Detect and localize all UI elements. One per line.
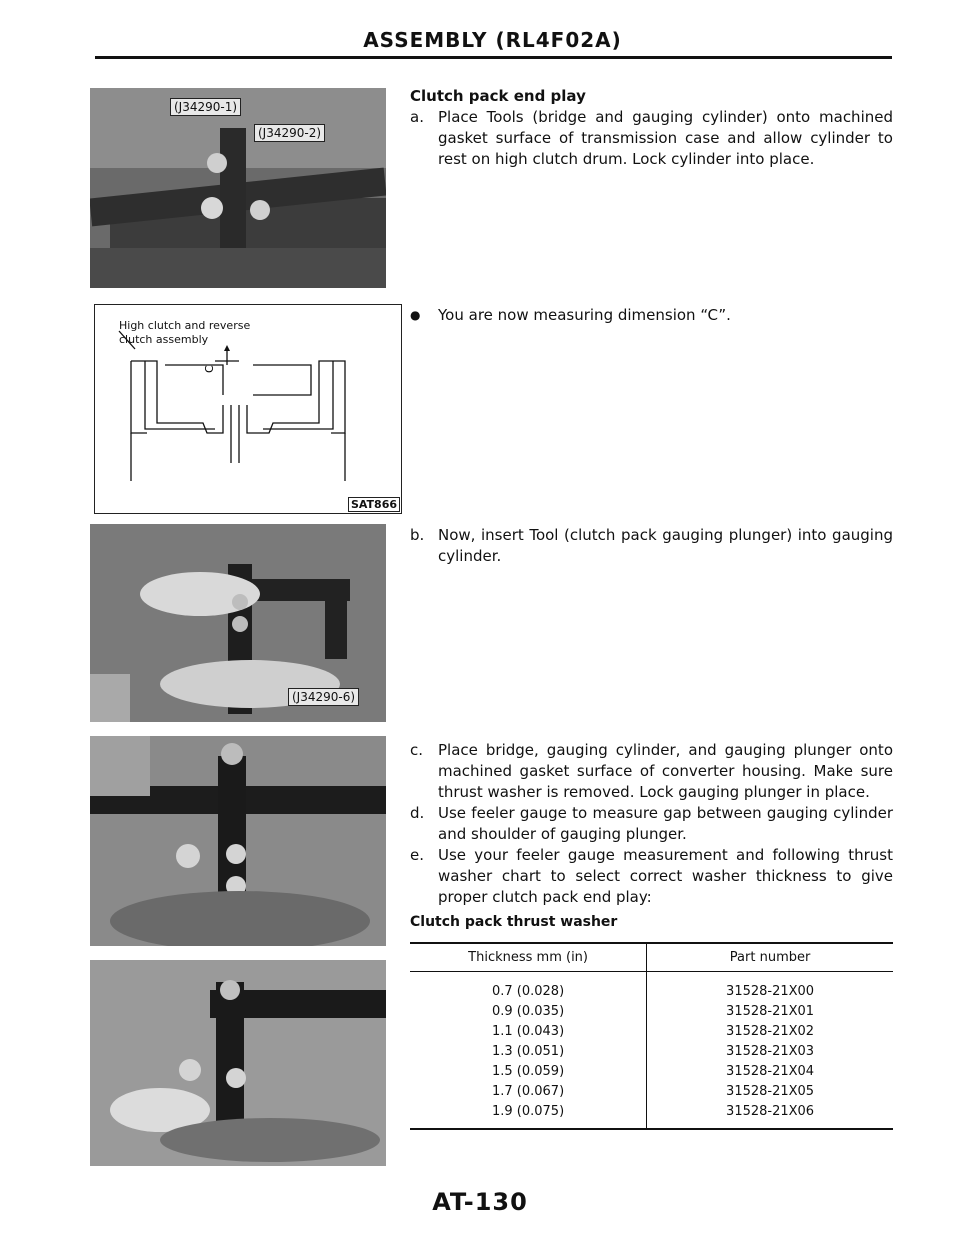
washer-table	[410, 944, 893, 1128]
diagram-label-line1: High clutch and reverse	[119, 319, 251, 332]
cell-part: 31528-21X06	[726, 1104, 815, 1119]
table-row	[410, 1082, 893, 1102]
step-c	[410, 740, 893, 803]
header-rule	[95, 56, 892, 59]
clutch-diagram	[94, 304, 402, 514]
step-d-label: d.	[410, 804, 425, 822]
step-e	[410, 845, 893, 908]
page-number: AT-130	[432, 1188, 528, 1216]
photo-bridge-gauging-cylinder	[90, 88, 386, 288]
step-a-label: a.	[410, 108, 424, 126]
table-row	[410, 1042, 893, 1062]
heading-thrust-washer: Clutch pack thrust washer	[410, 914, 618, 930]
cell-part: 31528-21X03	[726, 1044, 815, 1059]
cell-thickness: 1.1 (0.043)	[410, 1022, 647, 1042]
diagram-label-line2: clutch assembly	[119, 333, 209, 346]
table-row	[410, 1022, 893, 1042]
thrust-washer-table	[410, 942, 893, 1130]
cell-part: 31528-21X05	[726, 1084, 815, 1099]
photo-feeler-gauge	[90, 960, 386, 1166]
table-row	[410, 1062, 893, 1082]
cell-thickness: 1.3 (0.051)	[410, 1042, 647, 1062]
cell-thickness: 1.7 (0.067)	[410, 1082, 647, 1102]
table-row	[410, 972, 893, 1003]
header-thickness: Thickness mm (in)	[410, 944, 647, 972]
diagram-drawing	[95, 305, 401, 513]
cell-part: 31528-21X04	[726, 1064, 815, 1079]
bullet-measuring	[410, 305, 893, 326]
photo-insert-plunger	[90, 524, 386, 722]
cell-part: 31528-21X01	[726, 1004, 815, 1019]
header-part-number: Part number	[647, 944, 893, 972]
step-e-label: e.	[410, 846, 424, 864]
step-b-label: b.	[410, 526, 425, 544]
cell-part: 31528-21X00	[726, 984, 815, 999]
bullet-glyph: ●	[410, 308, 421, 322]
table-header-row	[410, 944, 893, 972]
step-c-text: Place bridge, gauging cylinder, and gauging plunger onto machined gasket surface of converter housing. Make sure thrust washer is removed. Lock gauging plunger in place.	[438, 741, 893, 801]
section-step-b	[410, 525, 893, 567]
callout-j34290-2: (J34290-2)	[254, 124, 325, 142]
cell-part: 31528-21X02	[726, 1024, 815, 1039]
callout-j34290-1: (J34290-1)	[170, 98, 241, 116]
step-b	[410, 525, 893, 567]
step-b-text: Now, insert Tool (clutch pack gauging plunger) into gauging cylinder.	[438, 526, 893, 565]
step-d-text: Use feeler gauge to measure gap between gauging cylinder and shoulder of gauging plunger.	[438, 804, 893, 843]
step-a	[410, 107, 893, 170]
bullet-text: You are now measuring dimension “C”.	[438, 306, 731, 324]
section-clutch-end-play	[410, 86, 893, 170]
step-e-text: Use your feeler gauge measurement and following thrust washer chart to select correct washer thickness to give proper clutch pack end play:	[438, 846, 893, 906]
photo-place-bridge-converter-housing	[90, 736, 386, 946]
table-row	[410, 1102, 893, 1128]
cell-thickness: 0.7 (0.028)	[410, 972, 647, 1003]
step-d	[410, 803, 893, 845]
table-row	[410, 1002, 893, 1022]
dimension-c-label: C	[203, 365, 216, 373]
heading-clutch-pack-end-play: Clutch pack end play	[410, 87, 586, 105]
cell-thickness: 1.9 (0.075)	[410, 1102, 647, 1128]
cell-thickness: 0.9 (0.035)	[410, 1002, 647, 1022]
bullet-item	[410, 305, 893, 326]
step-a-text: Place Tools (bridge and gauging cylinder) onto machined gasket surface of transmission case and allow cylinder to rest on high clutch drum. Lock cylinder into place.	[438, 108, 893, 168]
cell-thickness: 1.5 (0.059)	[410, 1062, 647, 1082]
callout-j34290-6: (J34290-6)	[288, 688, 359, 706]
page-header: ASSEMBLY (RL4F02A)	[363, 28, 622, 52]
diagram-code: SAT866	[348, 497, 400, 512]
section-steps-c-e	[410, 740, 893, 933]
step-c-label: c.	[410, 741, 424, 759]
